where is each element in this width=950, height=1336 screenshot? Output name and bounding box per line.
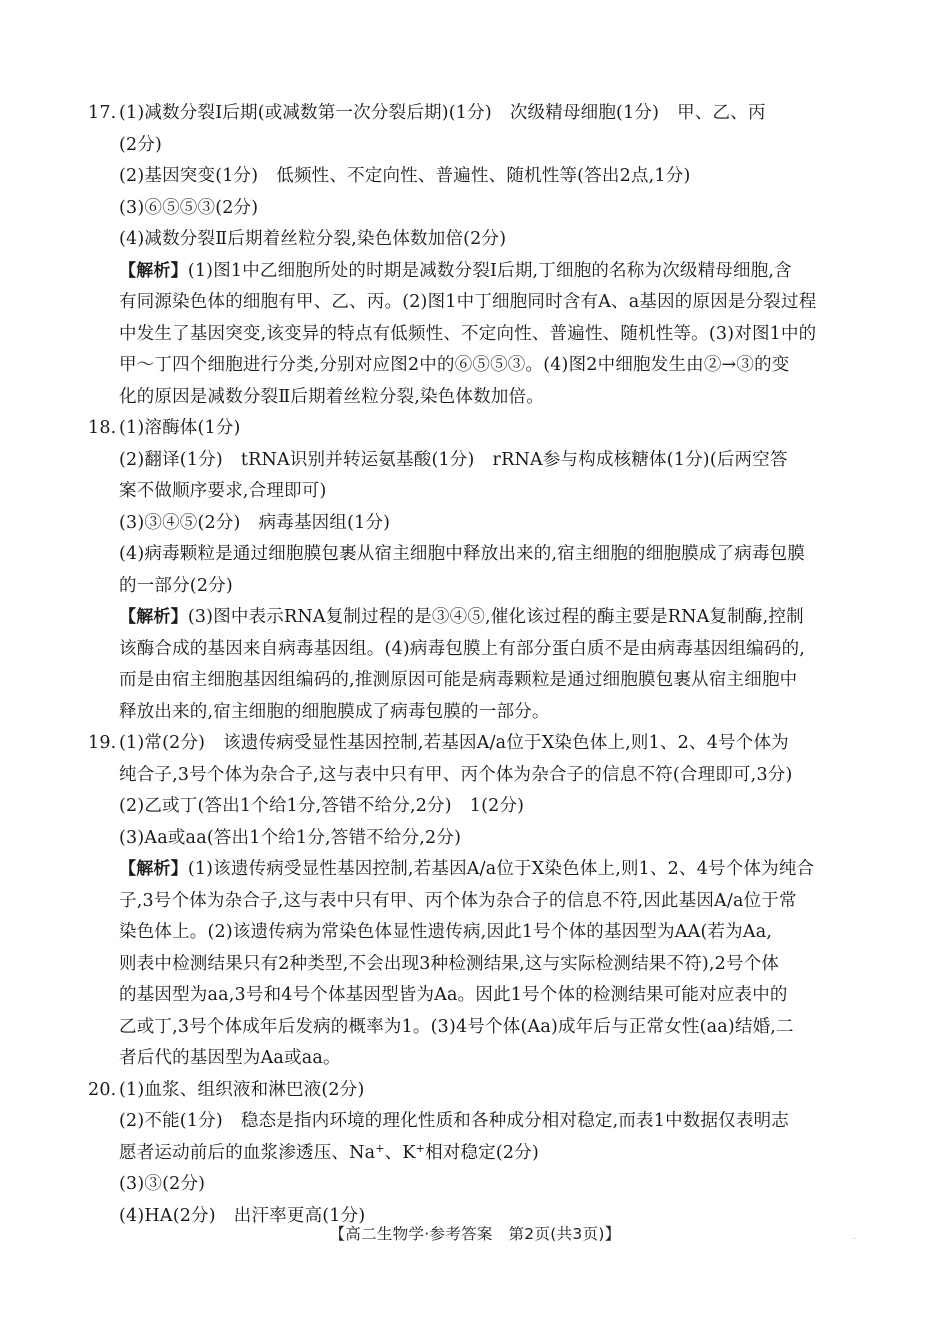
q19-line-2: 纯合子,3号个体为杂合子,这与表中只有甲、丙个体为杂合子的信息不符(合理即可,3分): [119, 764, 793, 785]
q17-line-1: 17. (1)减数分裂Ⅰ后期(或减数第一次分裂后期)(1分) 次级精母细胞(1分) 甲、乙、丙: [88, 98, 863, 130]
q17-analysis-5: 化的原因是减数分裂Ⅱ后期着丝粒分裂,染色体数加倍。: [119, 386, 544, 407]
q19-analysis-7: 者后代的基因型为Aa或aa。: [119, 1048, 341, 1068]
q17-line-5: (4)减数分裂Ⅱ后期着丝粒分裂,染色体数加倍(2分): [119, 229, 507, 249]
q18-analysis-1: 【解析】(3)图中表示RNA复制过程的是③④⑤,催化该过程的酶主要是RNA复制酶,控制: [119, 607, 804, 627]
q17-line-3: (2)基因突变(1分) 低频性、不定向性、普遍性、随机性等(答出2点,1分): [119, 166, 691, 186]
q19-analysis-6: 乙或丁,3号个体成年后发病的概率为1。(3)4号个体(Aa)成年后与正常女性(aa)结婚,二: [119, 1016, 794, 1037]
question-number: 20.: [88, 1079, 117, 1100]
q20-line-5: (4)HA(2分) 出汗率更高(1分): [119, 1205, 366, 1226]
q17-analysis-1: 【解析】(1)图1中乙细胞所处的时期是减数分裂Ⅰ后期,丁细胞的名称为次级精母细胞,含: [119, 260, 792, 281]
q18-analysis-4: 释放出来的,宿主细胞的细胞膜成了病毒包膜的一部分。: [119, 701, 550, 722]
q19-analysis-2: 子,3号个体为杂合子,这与表中只有甲、丙个体为杂合子的信息不符,因此基因A/a位于常: [119, 890, 797, 911]
analysis-tag: 【解析】: [119, 260, 188, 281]
question-number: 18.: [88, 418, 117, 438]
q20-line-3: 愿者运动前后的血浆渗透压、Na+、K+相对稳定(2分): [119, 1141, 539, 1163]
q20-line-1: 20. (1)血浆、组织液和淋巴液(2分): [88, 1075, 863, 1107]
q20-line-2: (2)不能(1分) 稳态是指内环境的理化性质和各种成分相对稳定,而表1中数据仅表明志: [119, 1111, 789, 1131]
analysis-tag: 【解析】: [119, 859, 188, 879]
q19-line-4: (3)Aa或aa(答出1个给1分,答错不给分,2分): [119, 827, 462, 848]
answer-content: [88, 98, 863, 1232]
q19-analysis-5: 的基因型为aa,3号和4号个体基因型皆为Aa。因此1号个体的检测结果可能对应表中的: [119, 985, 788, 1005]
q17-analysis-3: 中发生了基因突变,该变异的特点有低频性、不定向性、普遍性、随机性等。(3)对图1中的: [119, 323, 817, 344]
q18-line-5: (4)病毒颗粒是通过细胞膜包裹从宿主细胞中释放出来的,宿主细胞的细胞膜成了病毒包膜: [119, 544, 806, 564]
q18-line-1: 18. (1)溶酶体(1分): [88, 413, 863, 445]
question-number: 19.: [88, 733, 117, 753]
q17-line-2: (2分): [119, 134, 163, 155]
q18-line-2: (2)翻译(1分) tRNA识别并转运氨基酸(1分) rRNA参与构成核糖体(1分)(后两空答: [119, 449, 788, 470]
q19-line-1: 19. (1)常(2分) 该遗传病受显性基因控制,若基因A/a位于X染色体上,则1、2、4号个体为: [88, 728, 863, 760]
q17-analysis-4: 甲～丁四个细胞进行分类,分别对应图2中的⑥⑤⑤③。(4)图2中细胞发生由②→③的变: [119, 355, 790, 375]
q19-analysis-1: 【解析】(1)该遗传病受显性基因控制,若基因A/a位于X染色体上,则1、2、4号个体为纯合: [119, 859, 815, 879]
q17-analysis-2: 有同源染色体的细胞有甲、乙、丙。(2)图1中丁细胞同时含有A、a基因的原因是分裂过程: [119, 292, 817, 312]
q18-line-4: (3)③④⑤(2分) 病毒基因组(1分): [119, 512, 391, 533]
q17-line-4: (3)⑥⑤⑤③(2分): [119, 197, 259, 218]
analysis-tag: 【解析】: [119, 607, 188, 627]
q18-analysis-3: 而是由宿主细胞基因组编码的,推测原因可能是病毒颗粒是通过细胞膜包裹从宿主细胞中: [119, 670, 798, 690]
q18-analysis-2: 该酶合成的基因来自病毒基因组。(4)病毒包膜上有部分蛋白质不是由病毒基因组编码的,: [119, 638, 806, 659]
q20-line-4: (3)③(2分): [119, 1174, 206, 1194]
q19-line-3: (2)乙或丁(答出1个给1分,答错不给分,2分) 1(2分): [119, 796, 525, 816]
q18-line-3: 案不做顺序要求,合理即可): [119, 481, 327, 501]
corner-mark: ..: [852, 1232, 858, 1241]
q18-line-6: 的一部分(2分): [119, 575, 233, 596]
question-number: 17.: [88, 103, 117, 123]
q19-analysis-3: 染色体上。(2)该遗传病为常染色体显性遗传病,因此1号个体的基因型为AA(若为Aa,: [119, 922, 773, 942]
page-footer: 【高二生物学·参考答案 第2页(共3页)】: [329, 1225, 621, 1243]
q19-analysis-4: 则表中检测结果只有2种类型,不会出现3种检测结果,这与实际检测结果不符),2号个体: [119, 953, 780, 974]
